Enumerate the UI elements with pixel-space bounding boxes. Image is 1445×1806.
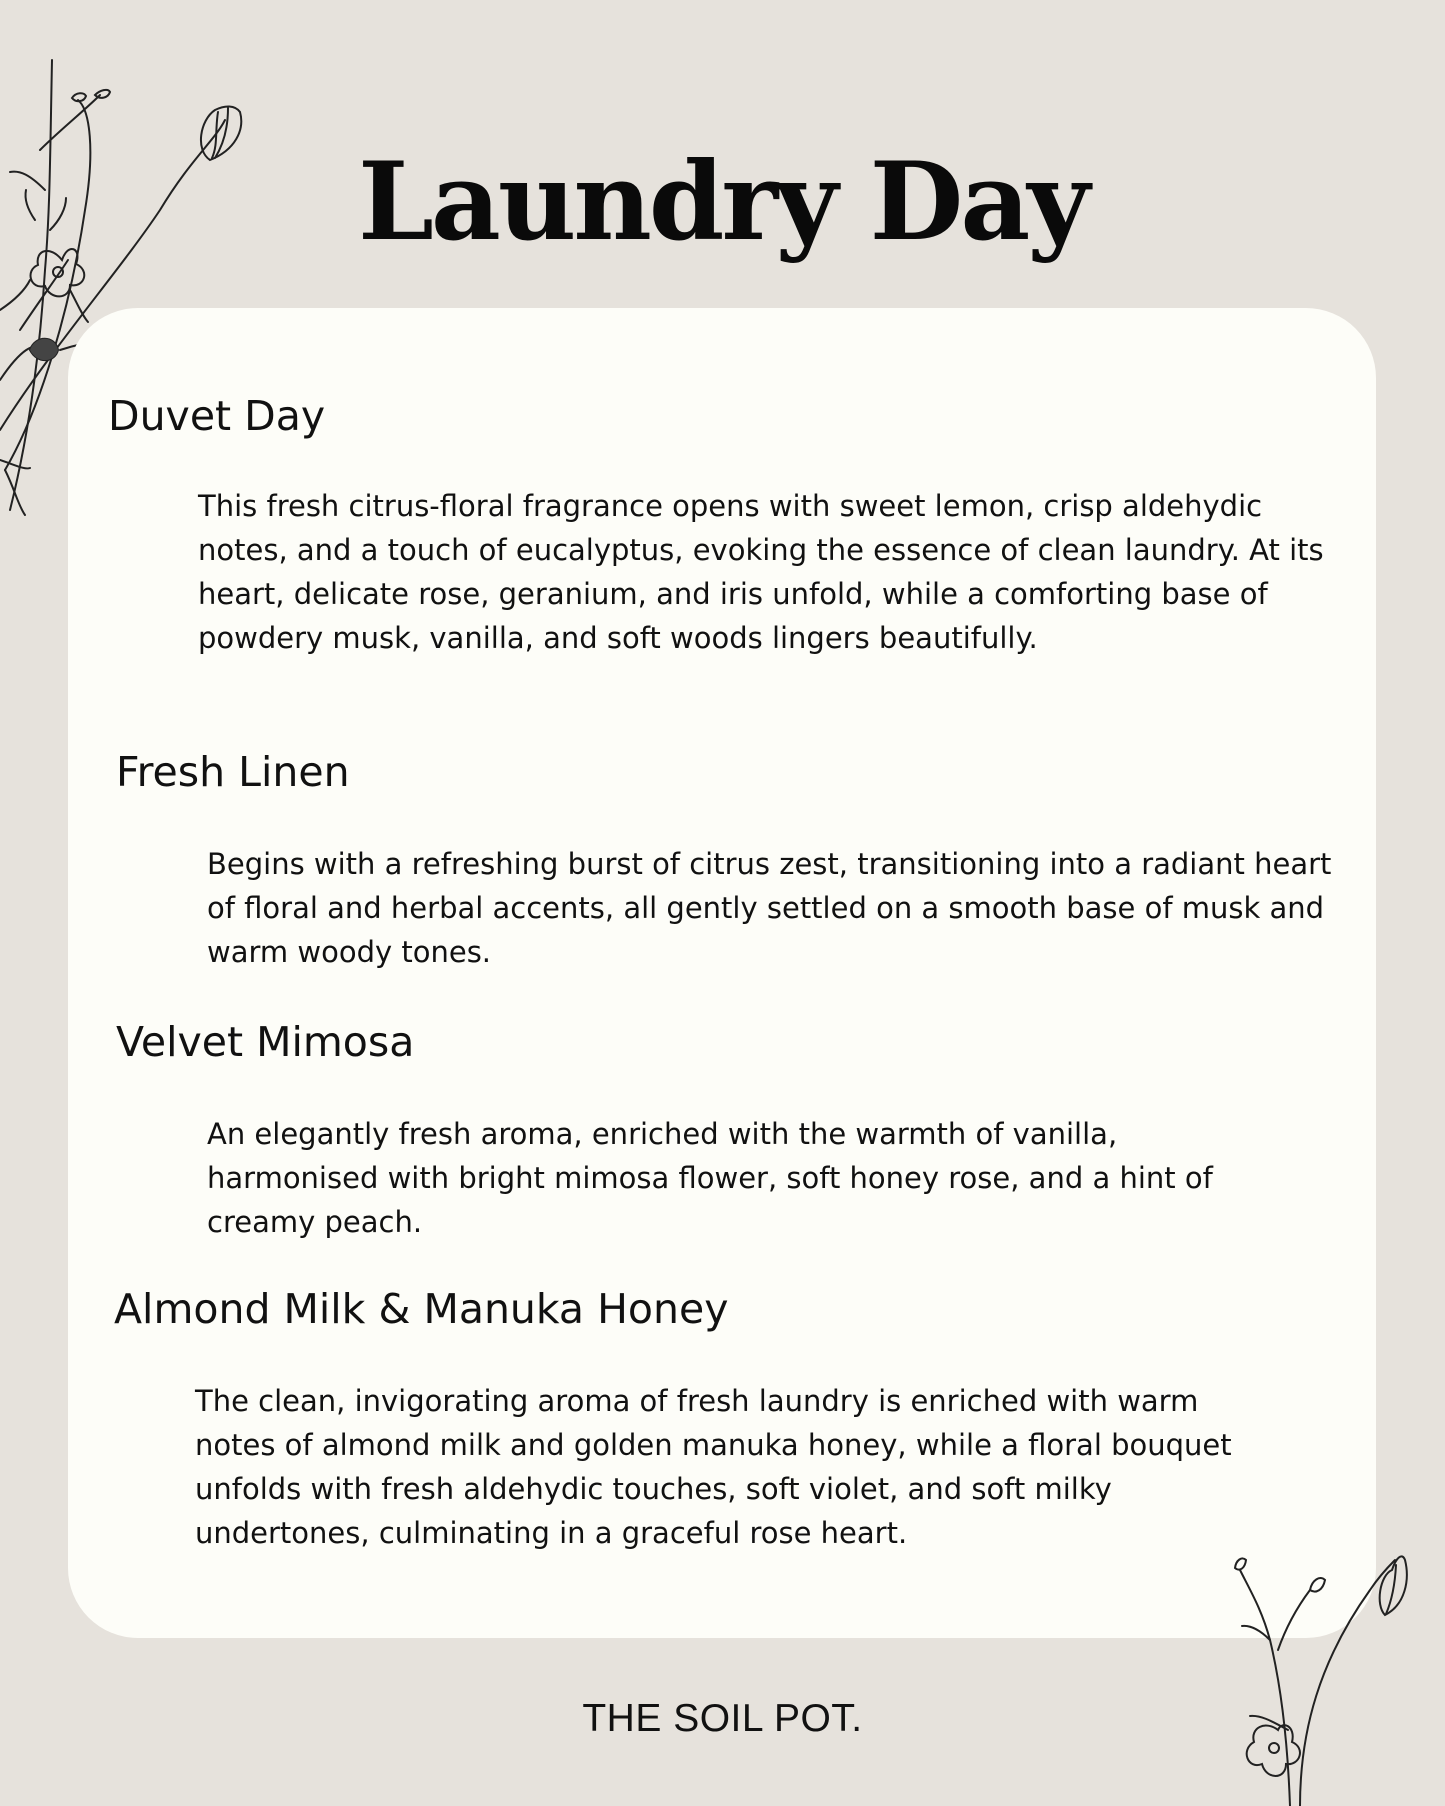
fragrance-description: An elegantly fresh aroma, enriched with the warmth of vanilla, harmonised with bright mimosa flower, soft honey rose, and a hint of creamy peach. xyxy=(207,1117,1213,1239)
fragrance-description: This fresh citrus-floral fragrance opens with sweet lemon, crisp aldehydic notes, and a touch of eucalyptus, evoking the essence of clean laundry. At its heart, delicate rose, geranium, and iris unfold, while a comforting base of powdery musk, vanilla, and soft woods lingers beautifully. xyxy=(198,489,1324,655)
fragrance-description: Begins with a refreshing burst of citrus zest, transitioning into a radiant heart of floral and herbal accents, all gently settled on a smooth base of musk and warm woody tones. xyxy=(207,847,1332,969)
fragrance-heading: Fresh Linen xyxy=(116,748,350,796)
brand-footer: THE SOIL POT. xyxy=(582,1697,863,1740)
fragrance-heading: Almond Milk & Manuka Honey xyxy=(114,1285,729,1333)
fragrance-description: The clean, invigorating aroma of fresh laundry is enriched with warm notes of almond milk and golden manuka honey, while a floral bouquet unfolds with fresh aldehydic touches, soft violet, and soft milky undertones, culminating in a graceful rose heart. xyxy=(195,1384,1232,1550)
page-title: Laundry Day xyxy=(357,139,1088,265)
fragrance-heading: Duvet Day xyxy=(108,392,326,440)
content-card xyxy=(68,308,1376,1638)
fragrance-heading: Velvet Mimosa xyxy=(116,1018,415,1066)
botanical-illustration-bottom-right-icon xyxy=(1170,1530,1445,1806)
